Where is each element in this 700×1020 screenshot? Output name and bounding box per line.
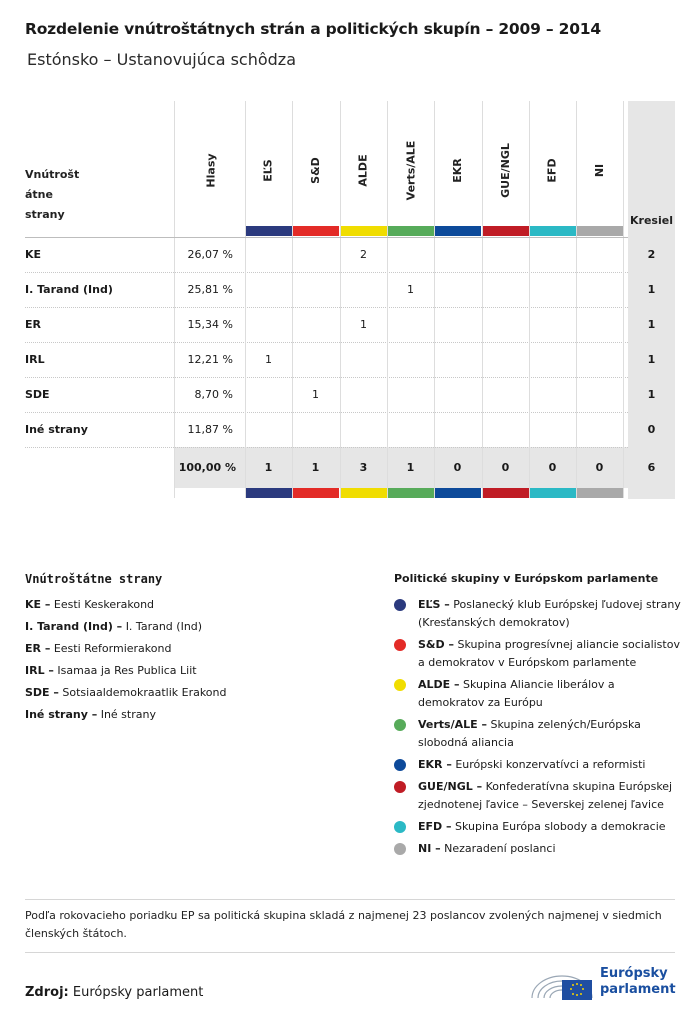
group-column-header <box>576 111 623 229</box>
color-dot-icon <box>394 639 406 651</box>
vote-share: 26,07 % <box>187 248 233 261</box>
total-seats: 6 <box>647 461 656 474</box>
color-dot-icon <box>394 719 406 731</box>
vote-share: 25,81 % <box>187 283 233 296</box>
party-header-line: Vnútrošt <box>25 168 80 181</box>
seat-cell <box>387 377 434 412</box>
seat-cell <box>387 307 434 342</box>
table-row <box>25 307 675 342</box>
grid-line <box>482 101 483 498</box>
seat-cell <box>292 342 339 377</box>
table-row <box>25 377 675 412</box>
legend-abbr: IRL – <box>25 664 54 677</box>
seat-cell <box>340 377 387 412</box>
color-dot-icon <box>394 759 406 771</box>
seat-cell <box>434 377 481 412</box>
group-color-bar <box>482 488 529 498</box>
distribution-table <box>25 101 675 499</box>
legend-name: Európski konzervatívci a reformisti <box>455 758 646 771</box>
source-label: Zdroj: <box>25 985 69 1000</box>
party-name: ER <box>25 318 41 331</box>
seat-cell: 2 <box>360 248 367 261</box>
seat-cell <box>482 307 529 342</box>
seat-cell <box>482 377 529 412</box>
seat-cell: 1 <box>312 388 319 401</box>
legend-name: Skupina zelených/Európska slobodná aliancia <box>418 718 641 749</box>
group-column-header <box>245 111 292 229</box>
legend-abbr: Verts/ALE – <box>418 718 487 731</box>
seat-cell <box>245 307 292 342</box>
seat-cell <box>482 412 529 447</box>
party-header-line: strany <box>25 208 65 221</box>
party-name: IRL <box>25 353 45 366</box>
legend-abbr: I. Tarand (Ind) – <box>25 620 123 633</box>
page-subtitle: Estónsko – Ustanovujúca schôdza <box>27 50 296 69</box>
seat-cell <box>434 237 481 272</box>
group-total: 0 <box>453 461 462 474</box>
seat-cell <box>292 412 339 447</box>
legend-name: Konfederatívna skupina Európskej zjednotenej ľavice – Severskej zelenej ľavice <box>418 780 673 811</box>
votes-column-header <box>174 111 248 229</box>
seat-cell <box>576 307 623 342</box>
seats-total: 1 <box>647 353 656 366</box>
legend-item <box>394 818 684 836</box>
color-dot-icon <box>394 781 406 793</box>
legend-item <box>394 676 684 712</box>
legend-abbr: Iné strany – <box>25 708 98 721</box>
national-parties-legend <box>25 596 227 728</box>
legend-name: Sotsiaaldemokraatlik Erakond <box>62 686 227 699</box>
grid-line <box>174 101 175 498</box>
group-column-header <box>434 111 481 229</box>
seat-cell <box>529 307 576 342</box>
group-header-label: ALDE <box>356 153 370 187</box>
legend-abbr: EKR – <box>418 758 452 771</box>
seat-cell <box>434 412 481 447</box>
seat-cell <box>245 412 292 447</box>
divider <box>25 899 675 900</box>
seat-cell <box>387 412 434 447</box>
group-total: 0 <box>595 461 604 474</box>
seat-cell <box>292 237 339 272</box>
vote-share: 11,87 % <box>187 423 233 436</box>
group-header-label: GUE/NGL <box>499 142 512 198</box>
legend-item <box>394 840 684 858</box>
party-name: SDE <box>25 388 50 401</box>
seat-cell <box>245 237 292 272</box>
grid-line <box>245 101 246 498</box>
legend-item <box>25 596 227 618</box>
color-dot-icon <box>394 821 406 833</box>
political-groups-legend-title: Politické skupiny v Európskom parlamente <box>394 572 659 585</box>
grid-line <box>434 101 435 498</box>
seat-cell <box>245 272 292 307</box>
legend-name: Skupina progresívnej aliancie socialistov a demokratov v Európskom parlamente <box>418 638 680 669</box>
grid-line <box>623 101 624 498</box>
table-row <box>25 237 675 272</box>
source-value: Európsky parlament <box>72 985 204 1000</box>
seat-cell <box>576 272 623 307</box>
seats-total: 1 <box>647 318 656 331</box>
legend-name: Iné strany <box>100 708 156 721</box>
group-color-bar <box>482 226 529 236</box>
group-column-header <box>340 111 387 229</box>
seat-cell <box>576 377 623 412</box>
color-dot-icon <box>394 843 406 855</box>
group-color-bar <box>387 488 434 498</box>
party-name: I. Tarand (Ind) <box>25 283 113 296</box>
seat-cell <box>340 342 387 377</box>
seat-cell <box>529 237 576 272</box>
legend-name: Skupina Európa slobody a demokracie <box>455 820 666 833</box>
seat-cell <box>482 342 529 377</box>
group-total: 0 <box>548 461 557 474</box>
group-header-label: EĽS <box>261 158 275 182</box>
grid-line <box>387 101 388 498</box>
seat-cell <box>529 342 576 377</box>
legend-abbr: EĽS – <box>418 598 450 611</box>
legend-abbr: SDE – <box>25 686 59 699</box>
seats-total: 1 <box>647 283 656 296</box>
party-name: Iné strany <box>25 423 88 436</box>
group-header-label: EFD <box>545 157 559 183</box>
group-color-bar <box>245 488 292 498</box>
group-color-bar <box>434 488 481 498</box>
seat-cell <box>340 272 387 307</box>
seat-cell <box>434 342 481 377</box>
grid-line <box>576 101 577 498</box>
legend-abbr: KE – <box>25 598 51 611</box>
party-header-line: átne <box>25 188 53 201</box>
legend-abbr: GUE/NGL – <box>418 780 483 793</box>
group-color-bar <box>434 226 481 236</box>
group-color-bar <box>576 488 623 498</box>
legend-item <box>25 684 227 706</box>
party-name: KE <box>25 248 42 261</box>
seat-cell: 1 <box>360 318 367 331</box>
group-color-bar <box>340 488 387 498</box>
header-separator <box>25 237 628 238</box>
vote-share: 12,21 % <box>187 353 233 366</box>
group-column-header <box>292 111 339 229</box>
group-color-bar <box>529 488 576 498</box>
seat-cell <box>387 342 434 377</box>
political-groups-legend <box>394 596 684 862</box>
grid-line <box>529 101 530 498</box>
group-column-header <box>387 111 434 229</box>
seat-cell <box>576 237 623 272</box>
group-header-label: S&D <box>309 156 322 184</box>
seat-cell <box>434 272 481 307</box>
logo-line: parlament <box>600 982 676 997</box>
group-color-bar <box>576 226 623 236</box>
table-row <box>25 342 675 377</box>
seat-cell <box>387 237 434 272</box>
group-color-bar <box>387 226 434 236</box>
source <box>25 985 203 1000</box>
legend-item <box>25 662 227 684</box>
legend-item <box>25 706 227 728</box>
seat-cell: 1 <box>407 283 414 296</box>
seats-column-header: Kresiel <box>630 214 673 227</box>
group-header-label: EKR <box>450 157 464 183</box>
legend-item <box>394 716 684 752</box>
group-total: 1 <box>311 461 320 474</box>
seat-cell <box>292 307 339 342</box>
group-header-label: NI <box>593 163 606 177</box>
legend-abbr: S&D – <box>418 638 454 651</box>
legend-abbr: EFD – <box>418 820 452 833</box>
group-column-header <box>529 111 576 229</box>
legend-abbr: ALDE – <box>418 678 460 691</box>
ep-logo-text <box>600 966 676 998</box>
legend-abbr: ER – <box>25 642 51 655</box>
seat-cell <box>292 272 339 307</box>
legend-item <box>25 640 227 662</box>
seats-total: 0 <box>647 423 656 436</box>
total-votes: 100,00 % <box>178 461 236 474</box>
seat-cell <box>576 412 623 447</box>
seats-total: 2 <box>647 248 656 261</box>
table-row <box>25 412 675 447</box>
group-color-bar <box>340 226 387 236</box>
group-column-header <box>482 111 529 229</box>
grid-line <box>292 101 293 498</box>
group-color-bar <box>529 226 576 236</box>
seat-cell <box>482 237 529 272</box>
legend-abbr: NI – <box>418 842 441 855</box>
seat-cell <box>529 377 576 412</box>
legend-name: Eesti Reformierakond <box>53 642 172 655</box>
party-column-header <box>25 165 125 225</box>
vote-share: 15,34 % <box>187 318 233 331</box>
footnote: Podľa rokovacieho poriadku EP sa politická skupina skladá z najmenej 23 poslancov zvolených najmenej v siedmich členských štátoch. <box>25 909 662 940</box>
seat-cell <box>576 342 623 377</box>
group-total: 1 <box>406 461 415 474</box>
color-dot-icon <box>394 599 406 611</box>
vote-share: 8,70 % <box>194 388 233 401</box>
group-header-label: Verts/ALE <box>404 140 418 200</box>
table-row <box>25 272 675 307</box>
group-color-bar <box>245 226 292 236</box>
legend-item <box>394 636 684 672</box>
group-color-bar <box>292 226 339 236</box>
legend-name: Skupina Aliancie liberálov a demokratov za Európu <box>418 678 615 709</box>
legend-name: Nezaradení poslanci <box>444 842 556 855</box>
votes-header-label: Hlasy <box>204 152 218 188</box>
legend-item <box>394 596 684 632</box>
logo-line: Európsky <box>600 966 668 981</box>
group-color-bar <box>292 488 339 498</box>
seat-cell <box>529 412 576 447</box>
divider <box>25 952 675 953</box>
grid-line <box>340 101 341 498</box>
seat-cell <box>529 272 576 307</box>
group-total: 1 <box>264 461 273 474</box>
page-title: Rozdelenie vnútroštátnych strán a politických skupín – 2009 – 2014 <box>25 20 601 38</box>
legend-item <box>25 618 227 640</box>
seat-cell: 1 <box>265 353 272 366</box>
legend-name: Isamaa ja Res Publica Liit <box>57 664 197 677</box>
legend-item <box>394 756 684 774</box>
legend-name: Poslanecký klub Európskej ľudovej strany (Kresťanských demokratov) <box>418 598 681 629</box>
color-dot-icon <box>394 679 406 691</box>
group-total: 3 <box>359 461 368 474</box>
seat-cell <box>340 412 387 447</box>
group-total: 0 <box>501 461 510 474</box>
legend-item <box>394 778 684 814</box>
legend-name: I. Tarand (Ind) <box>125 620 203 633</box>
legend-name: Eesti Keskerakond <box>53 598 155 611</box>
seat-cell <box>245 377 292 412</box>
seats-total: 1 <box>647 388 656 401</box>
seat-cell <box>434 307 481 342</box>
national-parties-legend-title: Vnútroštátne strany <box>25 572 163 586</box>
seat-cell <box>482 272 529 307</box>
